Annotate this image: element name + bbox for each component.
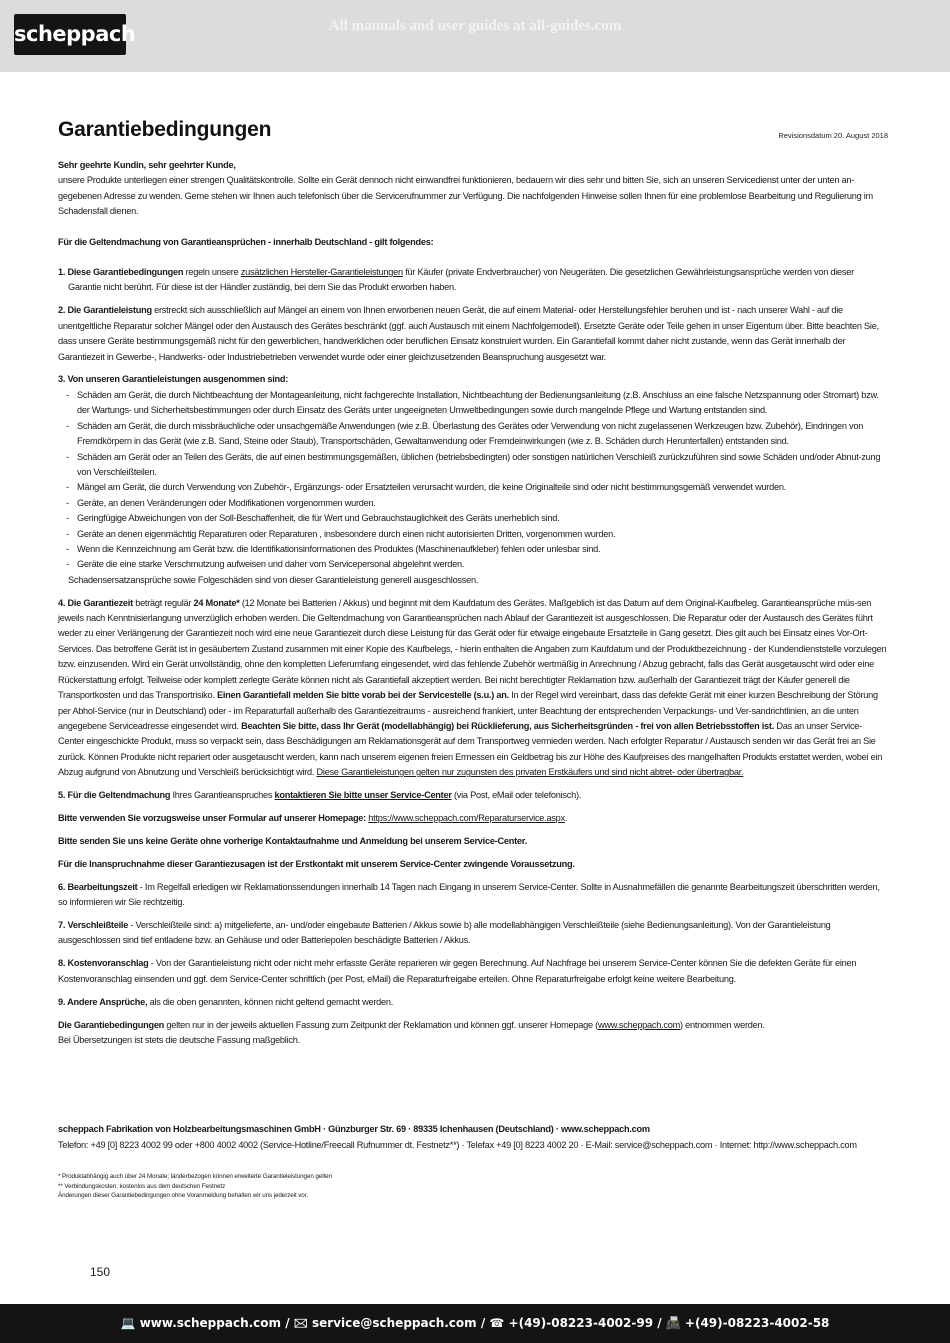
section-9-lead: 9. Andere Ansprüche,: [58, 996, 148, 1007]
intro-paragraph: unsere Produkte unterliegen einer strengen Qualitätskontrolle. Sollte ein Gerät dennoch nicht einwandfrei funktionieren, bedauern wir dies sehr und bitten Sie, sich an unseren Servicedienst unter der unten an-gegebenen Adresse zu wenden. Gerne stehen wir Ihnen auch telefonisch über die Servicerufnummer zur Verfügung. Die nachfolgenden Hinweise sollen Ihnen für eine problemlose Bearbeitung und Regulierung im Schadensfall dienen.: [58, 175, 873, 217]
scheppach-logo: [14, 14, 136, 55]
list-item: - Geräte die eine starke Verschmutzung aufweisen und daher vom Servicepersonal abgelehnt werden.: [66, 557, 888, 572]
section-1-lead: 1. Diese Garantiebedingungen: [58, 267, 184, 278]
phone-line: Telefon: +49 [0] 8223 4002 99 oder +800 4002 4002 (Service-Hotline/Freecall Rufnummer dt. Festnetz**) · Telefax +49 [0] 8223 4002 20 · E-Mail: service@scheppach.com · Internet: http://www.scheppach.com: [58, 1140, 857, 1150]
no-shipping-note: Bitte senden Sie uns keine Geräte ohne vorherige Kontaktaufnahme und Anmeldung bei unserem Service-Center.: [58, 835, 527, 846]
list-item: - Schäden am Gerät, die durch Nichtbeachtung der Montageanleitung, nicht fachgerechte Installation, Nichtbeachtung der Bedienungsanleitung (z.B. Anschluss an eine falsche Netzspannung oder Stromart) bzw. der Wartungs- und Sicherheitsbestimmungen oder durch Einsatz des Geräts unter ungeeigneten Umweltbedingungen sowie durch mangelnde Pflege und Wartung entstanden sind.: [66, 388, 888, 419]
form-note: [58, 811, 888, 826]
section-4-text-4: Das an unser Service-Center eingeschickte Produkt, muss so verpackt sein, dass Beschädigungen am Reklamationsgerät auf dem Transportweg vermieden werden. Nach erfolgter Reparatur / Austausch senden wir das Gerät frei an Sie zurück. Können Produkte nicht repariert oder ausgetauscht werden, kann nach unserem eigenen freien Ermessen ein Geldbetrag bis zur Höhe des Kaufpreises des mangelhaften Produkts erstattet werden, wobei ein Abzug aufgrund von Abnutzung und Verschleiß berücksichtigt wird.: [58, 720, 883, 778]
section-3-tail: Schadensersatzansprüche sowie Folgeschäden sind von dieser Garantieleistung generell ausgeschlossen.: [68, 574, 479, 585]
list-item: - Wenn die Kennzeichnung am Gerät bzw. die Identifikationsinformationen des Produktes (Maschinenaufkleber) fehlen oder unlesbar sind.: [66, 542, 888, 557]
closing-text: gelten nur in der jeweils aktuellen Fassung zum Zeitpunkt der Reklamation und können ggf. unserer Homepage (: [164, 1019, 598, 1030]
contact-service-link[interactable]: kontaktieren Sie bitte unser Service-Center: [274, 790, 452, 801]
section-4-bold-1: Einen Garantiefall melden Sie bitte vorab bei der Servicestelle (s.u.) an.: [216, 690, 509, 701]
list-item: - Geräte an denen eigenmächtig Reparaturen oder Reparaturen , insbesondere durch einen nicht autorisierten Dritten, vorgenommen wurden.: [66, 527, 888, 542]
footnotes: [58, 1172, 658, 1201]
warranty-months: 24 Monate*: [193, 597, 240, 608]
footnote: * Produktabhängig auch über 24 Monate; länderbezogen können erweiterte Garantieleistungen gelten: [58, 1173, 332, 1180]
section-8-text: - Von der Garantieleistung nicht oder nicht mehr erfasste Geräte reparieren wir gegen Berechnung. Auf Nachfrage bei unserem Service-Center können Sie die defekten Geräte für einen Kostenvoranschlag einsenden und ggf. dem Service-Center schriftlich (per Post, eMail) die Reparaturfreigabe erteilen. Ohne Reparaturfreigabe erfolgt keine weitere Bearbeitung.: [58, 958, 857, 984]
list-item: - Mängel am Gerät, die durch Verwendung von Zubehör-, Ergänzungs- oder Ersatzteilen verursacht wurden, die keine Originalteile sind oder nicht bestimmungsgemäß verwendet wurden.: [66, 480, 888, 495]
section-1-text-2: für Käufer (private Endverbraucher) von Neugeräten. Die gesetzlichen Gewährleistungsansprüche werden von dieser: [402, 267, 854, 278]
page-title: Garantiebedingungen: [58, 118, 272, 141]
section-6: [58, 880, 888, 911]
greeting: Sehr geehrte Kundin, sehr geehrter Kunde,: [58, 160, 236, 170]
section-2-text: erstreckt sich ausschließlich auf Mängel an einem von Ihnen erworbenen neuen Gerät, die auf einem Material- oder Herstellungsfehler beruhen und ist - nach unserer Wahl - auf die unentgeltliche Reparatur solcher Mängel oder den Austausch des Gerätes beschränkt (ggf. auch Austausch mit einem Nachfolgemodell). Ersetzte Geräte oder Teile gehen in unser Eigentum über. Bitte beachten Sie, dass unsere Geräte bestimmungsgemäß nicht für den gewerblichen, handwerklichen oder beruflichen Einsatz konstruiert wurden. Ein Garantiefall kommt daher nicht zustande, wenn das Gerät innerhalb der Garantiezeit in Gewerbe-, Handwerks- oder Industriebetrieben verwendet wurde oder einer gleichzusetzenden Beanspruchung ausgesetzt war.: [58, 305, 879, 362]
list-item: - Schäden am Gerät, die durch missbräuchliche oder unsachgemäße Anwendungen (wie z.B. Überlastung des Gerätes oder Verwendung von nicht zugelassenen Werkzeugen bzw. Zubehör), Eindringen von Fremdkörpern in das Gerät (wie z.B. Sand, Steine oder Staub), Transportschäden, Gewaltanwendung oder Fremdeinwirkungen (wie z. B. Schäden durch Herunterfallen) entstanden sind.: [66, 419, 888, 450]
closing-lead: Die Garantiebedingungen: [58, 1019, 165, 1030]
list-item: - Schäden am Gerät oder an Teilen des Geräts, die auf einen bestimmungsgemäßen, üblichen (betriebsbedingten) oder sonstigen natürlichen Verschleiß zurückzuführen sind sowie Schäden und/oder Abnut-zung von Verschleißteilen.: [66, 450, 888, 481]
section-8: [58, 956, 888, 987]
company-line: scheppach Fabrikation von Holzbearbeitungsmaschinen GmbH · Günzburger Str. 69 · 89335 Ichenhausen (Deutschland) · www.scheppach.com: [58, 1124, 650, 1134]
section-1-continuation: Garantie nicht berührt. Für diese ist der Händler zuständig, bei dem Sie das Produkt erworben haben.: [68, 282, 457, 293]
section-1: [58, 265, 888, 280]
revision-date: Revisionsdatum 20. August 2018: [778, 131, 888, 140]
section-5: [58, 788, 888, 803]
watermark: All manuals and user guides at all-guides.com: [328, 18, 622, 34]
section-8-lead: 8. Kostenvoranschlag: [58, 958, 149, 969]
footnote: ** Verbindungskosten: kostenlos aus dem deutschen Festnetz: [58, 1182, 226, 1190]
repair-form-link[interactable]: https://www.scheppach.com/Reparaturservice.aspx: [368, 812, 565, 823]
exclusion-list: [58, 388, 888, 573]
form-note-end: .: [564, 812, 568, 823]
top-banner: [0, 0, 950, 72]
section-9: [58, 995, 888, 1010]
section-2: [58, 303, 888, 365]
section-4-underlined: Diese Garantieleistungen gelten nur zugunsten des privaten Erstkäufers und sind nicht abtret- oder übertragbar.: [316, 767, 744, 778]
section-5-text: Ihres Garantieanspruches: [170, 790, 275, 801]
section-2-lead: 2. Die Garantieleistung: [58, 305, 152, 316]
section-4-text-2: (12 Monate bei Batterien / Akkus) und beginnt mit dem Kaufdatum des Gerätes. Maßgeblich ist das Datum auf dem Original-Kaufbeleg. Garantieansprüche müs-sen jeweils nach Kenntnisierlangung unverzüglich erhoben werden. Die Geltendmachung von Garantieansprüchen nach Ablauf der Garantiezeit ist ausgeschlossen. Die Reparatur oder der Austausch des Gerätes führt weder zu einer Verlängerung der Garantiezeit noch wird eine neue Garantiezeit durch diese Leistung für das Gerät oder für etwaige eingebaute Ersatzteile in Gang gesetzt. Dies gilt auch bei Einsatz eines Vor-Ort-Services. Das betroffene Gerät ist in gesäubertem Zustand zusammen mit einer Kopie des Kaufbelegs, - hierin enthalten die Angaben zum Kaufdatum und der Produktbezeichnung - der Kundendienststelle vorzulegen bzw. einzusenden. Wird ein Gerät unvollständig, ohne den kompletten Lieferumfang eingesendet, wird das fehlende Zubehör wertmäßig in Anrechnung / Abzug gebracht, falls das Gerät ausgetauscht wird oder eine Rückerstattung erfolgt. Teilweise oder komplett zerlegte Geräte können nicht als Garantiefall akzeptiert werden. Bei nicht berechtigter Reklamation bzw. außerhalb der Garantiezeit trägt der Käufer generell die Transportkosten und das Transportrisiko.: [58, 597, 887, 701]
section-4-text: beträgt regulär: [132, 597, 194, 608]
section-7-lead: 7. Verschleißteile: [58, 919, 129, 930]
section-4-lead: 4. Die Garantiezeit: [58, 597, 133, 608]
section-6-text: - Im Regelfall erledigen wir Reklamationssendungen innerhalb 14 Tagen nach Eingang in unserem Service-Center. Sollte in Ausnahmefällen die genannte Bearbeitungszeit überschritten werden, so informieren wir Sie rechtzeitig.: [58, 881, 880, 908]
section-6-lead: 6. Bearbeitungszeit: [58, 881, 138, 892]
logo-text: scheppach: [14, 22, 136, 46]
scope-heading: Für die Geltendmachung von Garantieansprüchen - innerhalb Deutschland - gilt folgendes:: [58, 236, 434, 247]
section-9-text: als die oben genannten, können nicht geltend gemacht werden.: [147, 996, 394, 1007]
section-1-text: regeln unsere: [183, 267, 241, 278]
list-item: - Geringfügige Abweichungen von der Soll-Beschaffenheit, die für Wert und Gebrauchstauglichkeit des Geräts unerheblich sind.: [66, 511, 888, 526]
closing-text-2: ) entnommen werden.: [680, 1019, 765, 1030]
closing-paragraph: [58, 1018, 888, 1033]
form-note-lead: Bitte verwenden Sie vorzugsweise unser Formular auf unserer Homepage:: [58, 812, 369, 823]
homepage-link[interactable]: www.scheppach.com: [597, 1019, 681, 1030]
section-1-link: zusätzlichen Hersteller-Garantieleistungen: [240, 267, 403, 278]
section-4-bold-2: Beachten Sie bitte, dass Ihr Gerät (modellabhängig) bei Rücklieferung, aus Sicherheitsgründen - frei von allen Betriebsstoffen ist.: [241, 720, 775, 731]
section-7-text: - Verschleißteile sind: a) mitgelieferte, an- und/oder eingebaute Batterien / Akkus sowie b) alle modellabhängigen Verschleißteile (siehe Bedienungsanleitung). Von der Garantieleistung ausgeschlossen sind tief entladene bzw. an Gehäuse und oder Batteriepolen beschädigte Batterien / Akkus.: [58, 919, 831, 946]
warranty-body: [58, 158, 888, 1048]
section-5-lead: 5. Für die Geltendmachung: [58, 790, 171, 801]
company-address: [58, 1121, 890, 1153]
first-contact-note: Für die Inanspruchnahme dieser Garantiezusagen ist der Erstkontakt mit unserem Service-Center zwingende Voraussetzung.: [58, 858, 575, 869]
footer-contact-line: 💻 www.scheppach.com / 🖂 service@scheppach.com / ☎ +(49)-08223-4002-99 / 📠 +(49)-08223-4002-58: [120, 1316, 830, 1330]
section-4: [58, 596, 888, 781]
page-number: 150: [90, 1265, 111, 1279]
section-5-text-2: (via Post, eMail oder telefonisch).: [451, 790, 582, 801]
section-7: [58, 918, 888, 949]
section-4-text-3: In der Regel wird vereinbart, dass das defekte Gerät mit einer kurzen Beschreibung der Störung per Abhol-Service (nur in Deutschland) oder - im Reparaturfall außerhalb des Garantiezeitraums - ausreichend frankiert, unter Beachtung der entsprechenden Verpackungs- und Ver-sandrichtlinien, an die unten angegebene Serviceadresse eingesendet wird.: [58, 690, 878, 731]
footnote: Änderungen dieser Garantiebedingungen ohne Voranmeldung behalten wir uns jederzeit vor.: [58, 1192, 309, 1200]
section-3-lead: 3. Von unseren Garantieleistungen ausgenommen sind:: [58, 374, 289, 385]
footer-bar: [0, 1304, 950, 1343]
translation-note: Bei Übersetzungen ist stets die deutsche Fassung maßgeblich.: [58, 1034, 300, 1045]
list-item: - Geräte, an denen Veränderungen oder Modifikationen vorgenommen wurden.: [66, 496, 888, 511]
